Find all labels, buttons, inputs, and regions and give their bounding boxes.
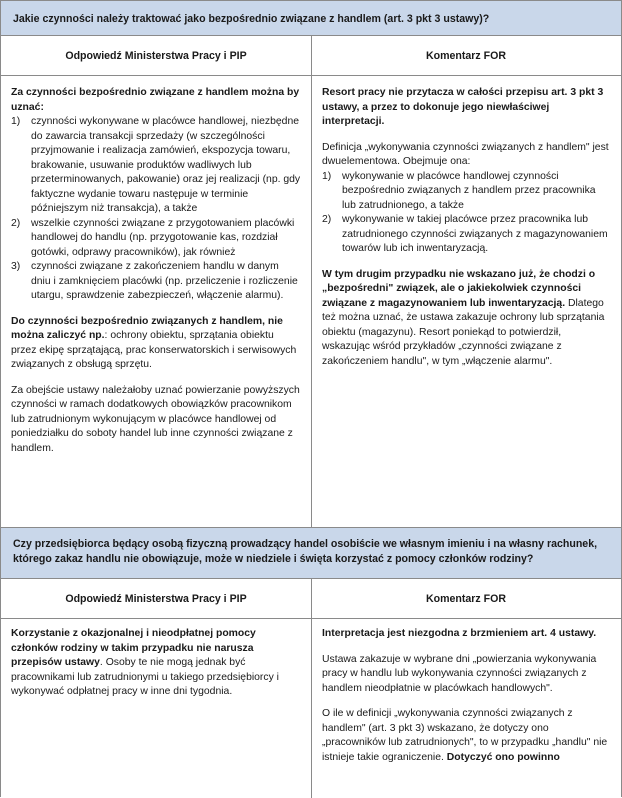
column-divider-2	[311, 579, 312, 798]
ministry-answer-2	[11, 627, 301, 711]
comment-lead: Interpretacja jest niezgodna z brzmieniem art. 4 ustawy.	[322, 628, 597, 639]
answer-list	[11, 115, 301, 304]
comment-definition: Definicja „wykonywania czynności związanych z handlem" jest dwuelementowa. Obejmuje ona:	[322, 141, 609, 167]
list-item: 2) wykonywanie w takiej placówce przez pracownika lub zatrudnionego czynności związanych z magazynowaniem towarów lub ich inwentaryzacją.	[322, 214, 608, 254]
answer-intro: Za czynności bezpośrednio związane z handlem można by uznać:	[11, 87, 300, 113]
list-item: 1) czynności wykonywane w placówce handlowej, niezbędne do zawarcia transakcji sprzedaży (w szczególności przyjmowanie i realizacja zamówień, ekspozycja towaru, brakowanie, usuwanie produktów wadliwych lub przeterminowanych, pakowanie) oraz jej realizacji (np. gdy faktyczne wydanie towaru następuje w terminie późniejszym niż transakcja), a także	[11, 116, 301, 214]
for-comment-1	[322, 86, 610, 380]
question-2: Czy przedsiębiorca będący osobą fizyczną prowadzący handel osobiście we własnym imieniu i na własny rachunek, którego zakaz handlu nie obowiązuje, może w niedziele i święta korzystać z pomocy członków rodziny?	[13, 538, 598, 565]
header-ministry-1: Odpowiedź Ministerstwa Pracy i PIP	[1, 36, 311, 76]
list-item: 3) czynności związane z zakończeniem handlu w danym dniu i zamknięciem placówki (np. przeliczenie i rozliczenie utargu, sprawdzenie zabezpieczeń, włączenie alarmu).	[11, 261, 298, 301]
comment-prohibition: Ustawa zakazuje w wybrane dni „powierzania wykonywania pracy w handlu lub wykonywania czynności związanych z handlem nieodpłatnie w placówkach handlowych".	[322, 653, 597, 694]
ministry-answer-1	[11, 86, 301, 467]
answer-circumvention: Za obejście ustawy należałoby uznać powierzanie powyższych czynności w ramach dodatkowych obowiązków pracownikom lub zatrudnionym wykonującym w placówce handlowej od poniedziałku do soboty handel lub inne czynności związane z handlem.	[11, 384, 300, 454]
comment-second-case: W tym drugim przypadku nie wskazano już, że chodzi o „bezpośredni" związek, ale o jakiekolwiek czynności związane z magazynowaniem lub inwentaryzacją. Dlatego też można uznać, że ustawa zakazuje ochrony lub sprzątania obiektu (magazynu). Resort poniekąd to potwierdził, wskazując wśród przykładów „czynności związane z zakończeniem handlu", w tym „włączenie alarmu".	[322, 268, 605, 367]
header-for-1: Komentarz FOR	[311, 36, 621, 76]
comment-lead: Resort pracy nie przytacza w całości przepisu art. 3 pkt 3 ustawy, a przez to dokonuje jego niewłaściwej interpretacji.	[322, 87, 604, 127]
header-ministry-2: Odpowiedź Ministerstwa Pracy i PIP	[1, 579, 311, 619]
answer-exclusions: Do czynności bezpośrednio związanych z handlem, nie można zaliczyć np.: ochrony obiektu, sprzątania obiektu przez ekipę sprzątającą, prac konserwatorskich i serwisowych związanych z obsługą sprzętu.	[11, 315, 297, 370]
comment-definition: O ile w definicji „wykonywania czynności związanych z handlem" (art. 3 pkt 3) wskazano, że dotyczy ono „pracowników lub zatrudnionych", to w przypadku „handlu" nie istnieje takie ograniczenie. Dotyczyć ono powinno	[322, 708, 608, 763]
column-divider-1	[311, 36, 312, 527]
header-for-2: Komentarz FOR	[311, 579, 621, 619]
answer-family-help: Korzystanie z okazjonalnej i nieodpłatnej pomocy członków rodziny w takim przypadku nie narusza przepisów ustawy. Osoby te nie mogą jednak być pracownikami lub zatrudnionymi u takiego przedsiębiorcy i wykonywać odpłatnej pracy w inne dni tygodnia.	[11, 628, 279, 697]
list-item: 1) wykonywanie w placówce handlowej czynności bezpośrednio związanych z handlem przez pracownika lub zatrudnionego, a także	[322, 170, 596, 211]
question-band-1	[1, 0, 621, 36]
question-band-2	[1, 527, 621, 579]
for-comment-2	[322, 627, 610, 776]
comment-list	[322, 170, 610, 257]
question-1: Jakie czynności należy traktować jako bezpośrednio związane z handlem (art. 3 pkt 3 ustawy)?	[13, 13, 490, 25]
list-item: 2) wszelkie czynności związane z przygotowaniem placówki handlowej do handlu (np. przygotowanie kas, rozdział gotówki, odprawy pracowników), jak również	[11, 217, 295, 258]
